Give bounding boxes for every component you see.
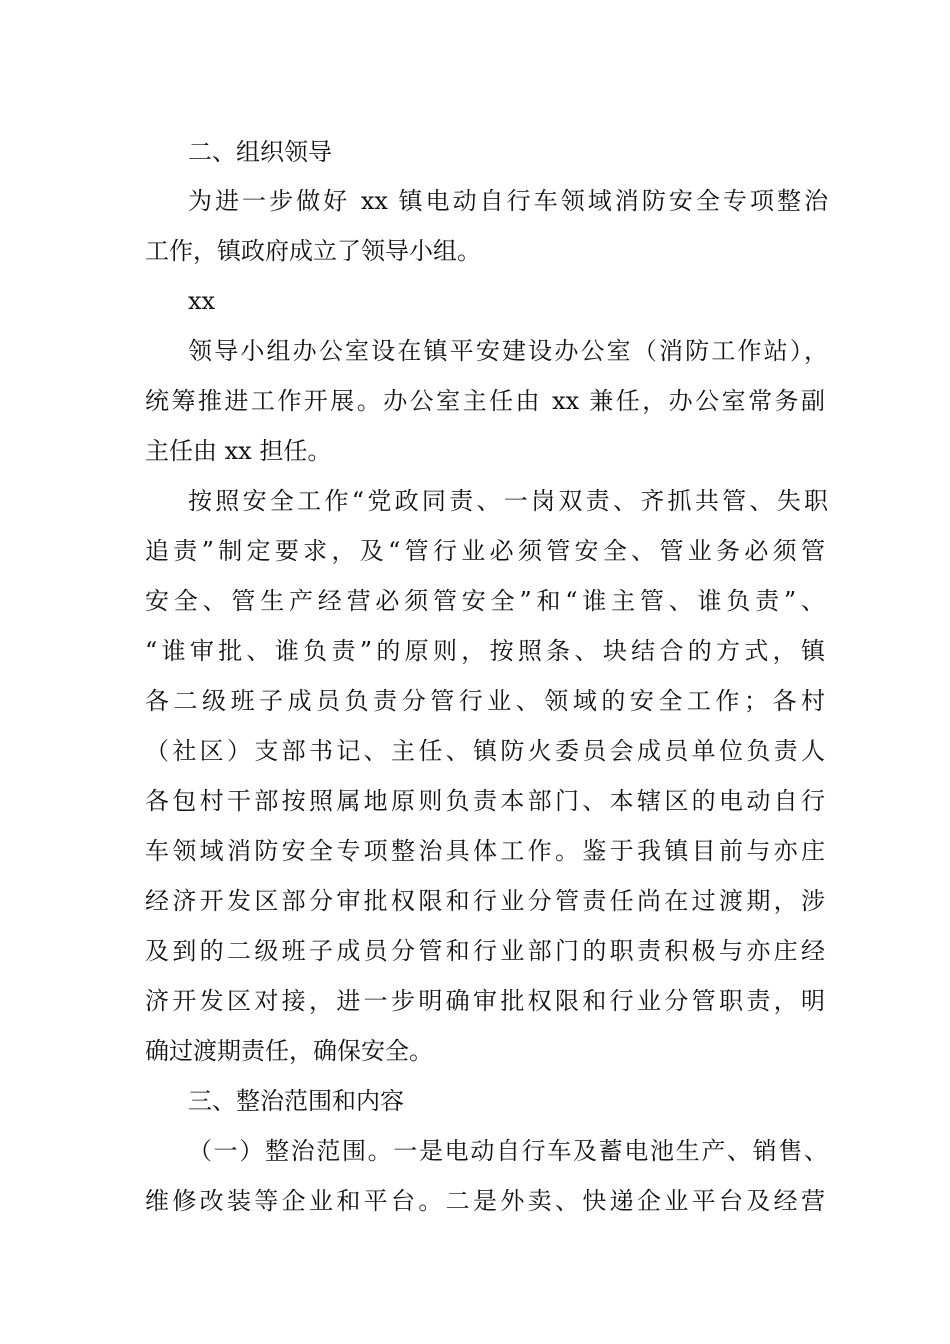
paragraph-office-line-1: 领导小组办公室设在镇平安建设办公室（消防工作站），	[188, 337, 828, 365]
paragraph-duty-line-12: 确过渡期责任，确保安全。	[145, 1037, 433, 1065]
section-heading-organization: 二、组织领导	[188, 138, 332, 166]
paragraph-duty-line-5: 各二级班子成员负责分管行业、领域的安全工作；各村	[145, 687, 825, 715]
paragraph-office-line-2: 统筹推进工作开展。办公室主任由 xx 兼任，办公室常务副	[145, 387, 825, 415]
paragraph-scope-line-1: （一）整治范围。一是电动自行车及蓄电池生产、销售、	[188, 1137, 828, 1165]
paragraph-duty-line-3: 安全、管生产经营必须管安全”和“谁主管、谁负责”、	[145, 587, 825, 615]
paragraph-duty-line-4: “谁审批、谁负责”的原则，按照条、块结合的方式，镇	[145, 637, 825, 665]
paragraph-duty-line-1: 按照安全工作“党政同责、一岗双责、齐抓共管、失职	[188, 487, 828, 515]
paragraph-intro-line-1: 为进一步做好 xx 镇电动自行车领域消防安全专项整治	[188, 187, 828, 215]
paragraph-intro-line-2: 工作，镇政府成立了领导小组。	[145, 237, 481, 265]
paragraph-duty-line-10: 及到的二级班子成员分管和行业部门的职责积极与亦庄经	[145, 937, 825, 965]
leader-name-line: xx	[188, 287, 216, 315]
paragraph-office-line-3: 主任由 xx 担任。	[145, 437, 332, 465]
paragraph-duty-line-2: 追责”制定要求，及“管行业必须管安全、管业务必须管	[145, 537, 825, 565]
paragraph-scope-line-2: 维修改装等企业和平台。二是外卖、快递企业平台及经营	[145, 1187, 825, 1215]
section-heading-scope: 三、整治范围和内容	[188, 1087, 404, 1115]
paragraph-duty-line-8: 车领域消防安全专项整治具体工作。鉴于我镇目前与亦庄	[145, 837, 825, 865]
paragraph-duty-line-9: 经济开发区部分审批权限和行业分管责任尚在过渡期，涉	[145, 887, 825, 915]
paragraph-duty-line-7: 各包村干部按照属地原则负责本部门、本辖区的电动自行	[145, 787, 825, 815]
paragraph-duty-line-11: 济开发区对接，进一步明确审批权限和行业分管职责，明	[145, 987, 825, 1015]
paragraph-duty-line-6: （社区）支部书记、主任、镇防火委员会成员单位负责人	[145, 737, 825, 765]
